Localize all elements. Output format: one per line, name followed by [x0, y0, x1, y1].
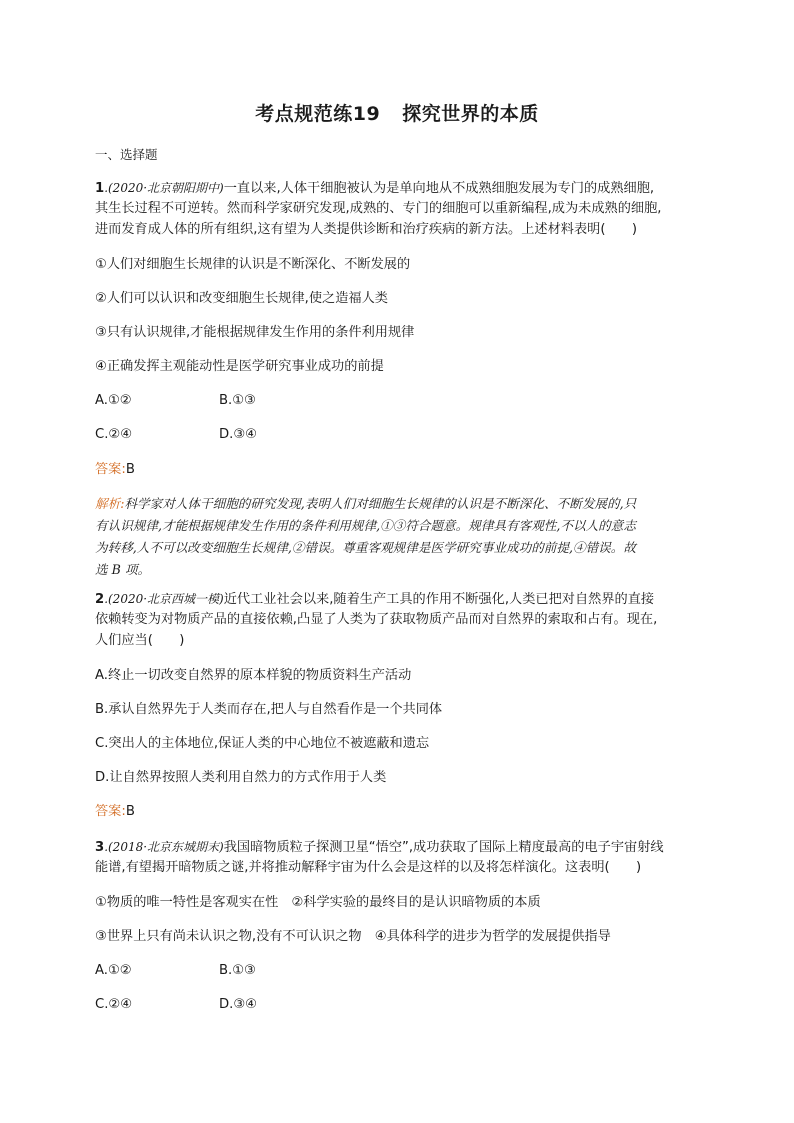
q3-source: .(2018·北京东城期末) [104, 840, 224, 854]
q3-option-a: A.①② [95, 963, 132, 978]
q1-answer [95, 460, 135, 480]
q2-answer [95, 802, 135, 822]
q2-option-d: D.让自然界按照人类利用自然力的方式作用于人类 [95, 770, 387, 785]
title-main: 考点规范练19 [255, 103, 381, 125]
q2-stem-line-3: 人们应当( ) [95, 633, 185, 648]
answer-value: B [125, 804, 135, 819]
answer-label: 答案: [95, 462, 126, 477]
title-sub: 探究世界的本质 [402, 103, 539, 125]
q1-analysis-line-4: 选 B 项。 [95, 562, 151, 577]
q2-source: .(2020·北京西城一模) [104, 592, 224, 606]
q3-number: 3 [95, 840, 105, 855]
q1-stem-line-2: 其生长过程不可逆转。然而科学家研究发现,成熟的、专门的细胞可以重新编程,成为未成熟的细胞, [95, 201, 662, 216]
q2-option-a: A.终止一切改变自然界的原本样貌的物质资料生产活动 [95, 668, 412, 683]
q2-option-c: C.突出人的主体地位,保证人类的中心地位不被遮蔽和遗忘 [95, 736, 430, 751]
q1-stem-line-3: 进而发育成人体的所有组织,这有望为人类提供诊断和治疗疾病的新方法。上述材料表明( ) [95, 222, 637, 237]
q1-analysis-line-3: 为转移,人不可以改变细胞生长规律,②错误。尊重客观规律是医学研究事业成功的前提,④错误。故 [95, 540, 636, 555]
q1-option-a: A.①② [95, 393, 132, 408]
q1-option-row-1 [95, 391, 132, 411]
q2-stem-line-2: 依赖转变为对物质产品的直接依赖,凸显了人类为了获取物质产品而对自然界的索取和占有。现在, [95, 612, 658, 627]
q3-option-c: C.②④ [95, 997, 133, 1012]
answer-value: B [125, 462, 135, 477]
q1-analysis-line-2: 有认识规律,才能根据规律发生作用的条件利用规律,①③符合题意。规律具有客观性,不以人的意志 [95, 518, 636, 533]
analysis-label: 解析: [95, 496, 125, 511]
q1-option-b: B.①③ [219, 393, 256, 408]
q2-option-b: B.承认自然界先于人类而存在,把人与自然看作是一个共同体 [95, 702, 443, 717]
q2-number: 2 [95, 592, 105, 607]
q3-option-b: B.①③ [219, 963, 256, 978]
q1-option-c: C.②④ [95, 427, 133, 442]
q3-stem-line-1: 3.(2018·北京东城期末)我国暗物质粒子探测卫星“悟空”,成功获取了国际上精度最高的电子宇宙射线 [95, 840, 664, 855]
q2-stem-line-1: 2.(2020·北京西城一模)近代工业社会以来,随着生产工具的作用不断强化,人类已把对自然界的直接 [95, 592, 655, 607]
page-title [0, 99, 794, 126]
q3-stem-line-2: 能谱,有望揭开暗物质之谜,并将推动解释宇宙为什么会是这样的以及将怎样演化。这表明( ) [95, 860, 642, 875]
q1-item-2: ②人们可以认识和改变细胞生长规律,使之造福人类 [95, 291, 388, 306]
q1-source: .(2020·北京朝阳期中) [104, 181, 224, 195]
q1-item-4: ④正确发挥主观能动性是医学研究事业成功的前提 [95, 359, 384, 374]
q3-items-line-1: ①物质的唯一特性是客观实在性 ②科学实验的最终目的是认识暗物质的本质 [95, 895, 541, 910]
q3-option-d: D.③④ [219, 997, 257, 1012]
answer-label: 答案: [95, 804, 126, 819]
section-heading: 一、选择题 [95, 147, 158, 162]
q1-item-1: ①人们对细胞生长规律的认识是不断深化、不断发展的 [95, 257, 411, 272]
q1-stem-line-1: 1.(2020·北京朝阳期中)一直以来,人体干细胞被认为是单向地从不成熟细胞发展为专门的成熟细胞, [95, 181, 655, 196]
q1-option-d: D.③④ [219, 427, 257, 442]
q1-item-3: ③只有认识规律,才能根据规律发生作用的条件利用规律 [95, 325, 415, 340]
q1-analysis-line-1: 解析:科学家对人体干细胞的研究发现,表明人们对细胞生长规律的认识是不断深化、不断发展的,只 [95, 496, 637, 511]
q1-number: 1 [95, 181, 105, 196]
q3-items-line-2: ③世界上只有尚未认识之物,没有不可认识之物 ④具体科学的进步为哲学的发展提供指导 [95, 929, 611, 944]
